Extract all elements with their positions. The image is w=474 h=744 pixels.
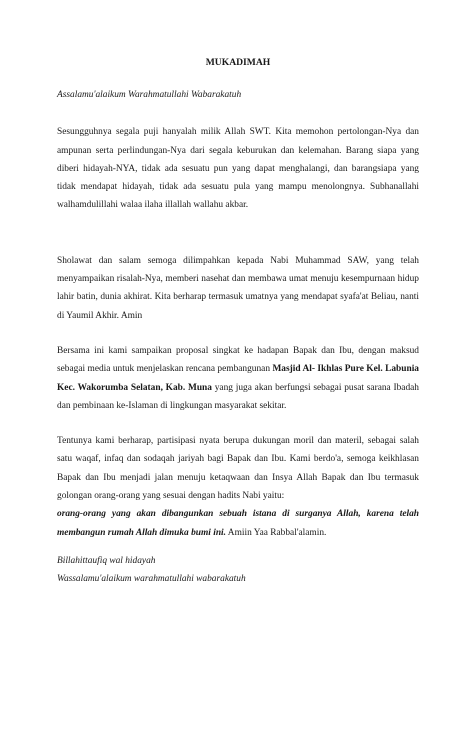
paragraph-proposal xyxy=(57,342,419,415)
closing-line-2: Wassalamu'alaikum warahmatullahi wabarakatuh xyxy=(57,573,246,584)
amin-text: Amiin Yaa Rabbal'alamin. xyxy=(225,527,327,538)
document-page xyxy=(57,50,419,588)
opening-greeting: Assalamu'alaikum Warahmatullahi Wabarakatuh xyxy=(57,90,242,100)
paragraph-hope xyxy=(57,432,419,542)
hope-text: Tentunya kami berharap, partisipasi nyata berupa dukungan moril dan materil, sebagai salah satu waqaf, infaq dan sodaqah jariyah bagi Bapak dan Ibu. Kami berdo'a, semoga keikhlasan Bapak dan Ibu menjadi jalan menuju ketaqwaan dan Insya Allah Bapak dan Ibu termasuk golongan orang-orang yang sesuai dengan hadits Nabi yaitu: xyxy=(57,436,419,502)
proposal-text-before: Bersama ini kami sampaikan proposal singkat ke hadapan Bapak dan Ibu, dengan maksud sebagai media untuk menjelaskan rencana pembangunan xyxy=(57,345,419,375)
paragraph-sholawat: Sholawat dan salam semoga dilimpahkan kepada Nabi Muhammad SAW, yang telah menyampaikan risalah-Nya, memberi nasehat dan membawa umat menuju kesempurnaan hidup lahir batin, dunia akhirat. Kita berharap termasuk umatnya yang mendapat syafa'at Beliau, nanti di Yaumil Akhir. Amin xyxy=(57,255,419,321)
hadith-quote: orang-orang yang akan dibangunkan sebuah istana di surganya Allah, karena telah membangun rumah Allah dimuka bumi ini. xyxy=(57,509,419,538)
closing-block xyxy=(57,552,419,588)
paragraph-praise: Sesungguhnya segala puji hanyalah milik Allah SWT. Kita memohon pertolongan-Nya dan ampunan serta perlindungan-Nya dari segala keburukan dan kelemahan. Barang siapa yang diberi hidayah-NYA, tidak ada sesuatu pun yang dapat menghalangi, dan barangsiapa yang tidak mendapat hidayah, tidak ada sesuatu pula yang mampu menolongnya. Subhanallahi walhamdulillahi walaa ilaha illallah wallahu akbar. xyxy=(57,127,419,211)
mosque-name: Masjid Al- Ikhlas Pure Kel. Labunia Kec. Wakorumba Selatan, Kab. Muna xyxy=(57,364,419,393)
page-title: MUKADIMAH xyxy=(205,57,271,68)
proposal-text-after: yang juga akan berfungsi sebagai pusat sarana Ibadah dan pembinaan ke-Islaman di lingkungan masyarakat sekitar. xyxy=(57,382,419,411)
closing-line-1: Billahittaufiq wal hidayah xyxy=(57,555,156,566)
